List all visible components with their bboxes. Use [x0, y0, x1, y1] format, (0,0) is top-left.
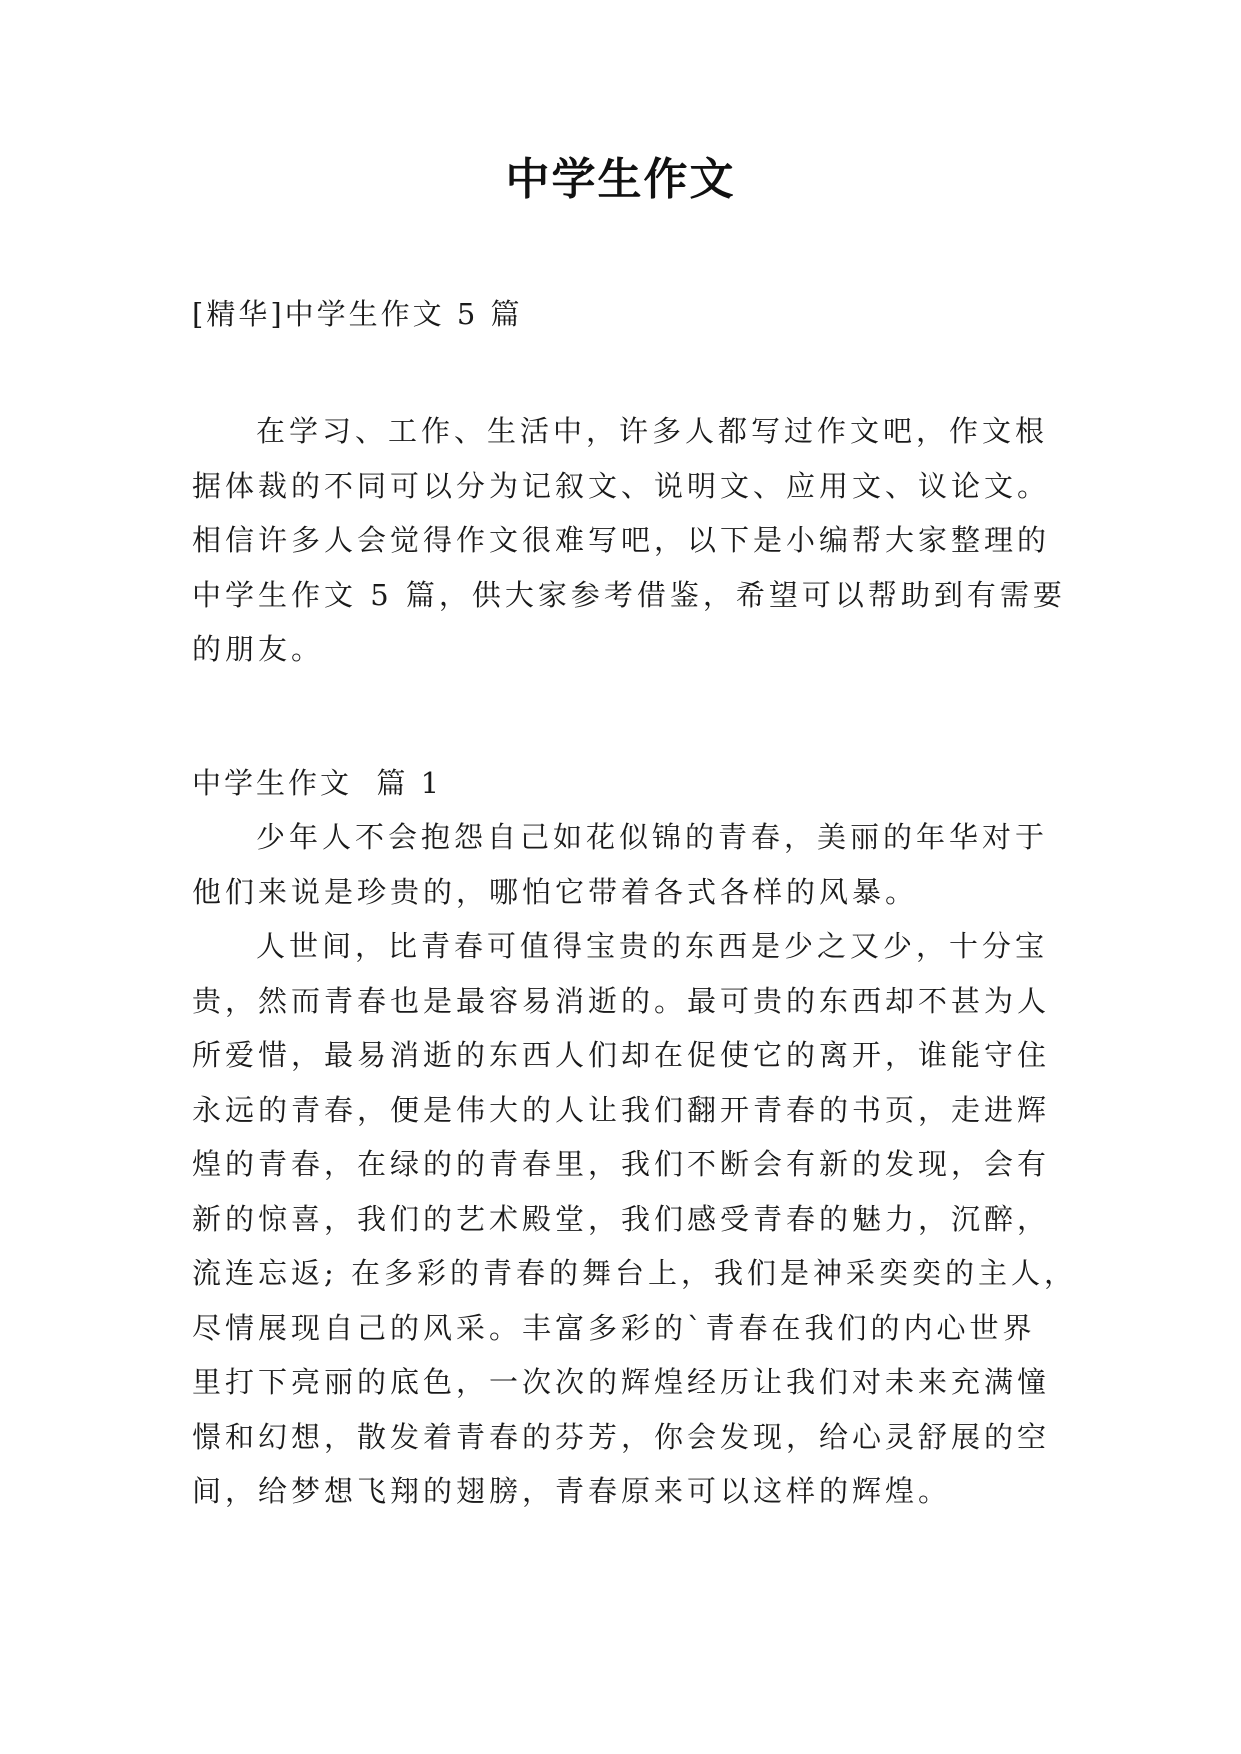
essay-line: 新的惊喜，我们的艺术殿堂，我们感受青春的魅力，沉醉， [192, 1201, 1051, 1236]
intro-line: 据体裁的不同可以分为记叙文、说明文、应用文、议论文。 [192, 468, 1051, 503]
intro-line: 在学习、工作、生活中，许多人都写过作文吧，作文根 [256, 414, 1049, 448]
document-title: 中学生作文 [505, 154, 736, 205]
essay-line: 尽情展现自己的风采。丰富多彩的`青春在我们的内心世界 [192, 1310, 1036, 1345]
intro-line: 中学生作文 5 篇，供大家参考借鉴，希望可以帮助到有需要 [192, 577, 1066, 612]
essay-line: 里打下亮丽的底色，一次次的辉煌经历让我们对未来充满憧 [192, 1365, 1051, 1399]
essay-line: 所爱惜，最易消逝的东西人们却在促使它的离开，谁能守住 [192, 1038, 1051, 1072]
essay-line: 流连忘返; 在多彩的青春的舞台上，我们是神采奕奕的主人， [192, 1256, 1077, 1290]
essay-line: 间，给梦想飞翔的翅膀，青春原来可以这样的辉煌。 [192, 1474, 952, 1508]
essay-line: 煌的青春，在绿的的青春里，我们不断会有新的发现，会有 [192, 1147, 1051, 1181]
essay-body [192, 810, 1077, 1519]
section-title: 中学生作文 篇 1 [192, 766, 443, 800]
intro-line: 相信许多人会觉得作文很难写吧，以下是小编帮大家整理的 [192, 523, 1051, 557]
intro-line: 的朋友。 [192, 632, 325, 666]
essay-line: 憬和幻想，散发着青春的芬芳，你会发现，给心灵舒展的空 [192, 1419, 1051, 1454]
intro-paragraph [192, 404, 1072, 677]
essay-line: 少年人不会抱怨自己如花似锦的青春，美丽的年华对于 [256, 820, 1049, 854]
essay-line: 他们来说是珍贵的，哪怕它带着各式各样的风暴。 [192, 874, 919, 909]
essay-line: 人世间，比青春可值得宝贵的东西是少之又少，十分宝 [256, 929, 1049, 963]
document-subtitle: [精华]中学生作文 5 篇 [192, 297, 523, 331]
essay-line: 贵，然而青春也是最容易消逝的。最可贵的东西却不甚为人 [192, 983, 1051, 1018]
essay-line: 永远的青春，便是伟大的人让我们翻开青春的书页，走进辉 [192, 1092, 1051, 1127]
